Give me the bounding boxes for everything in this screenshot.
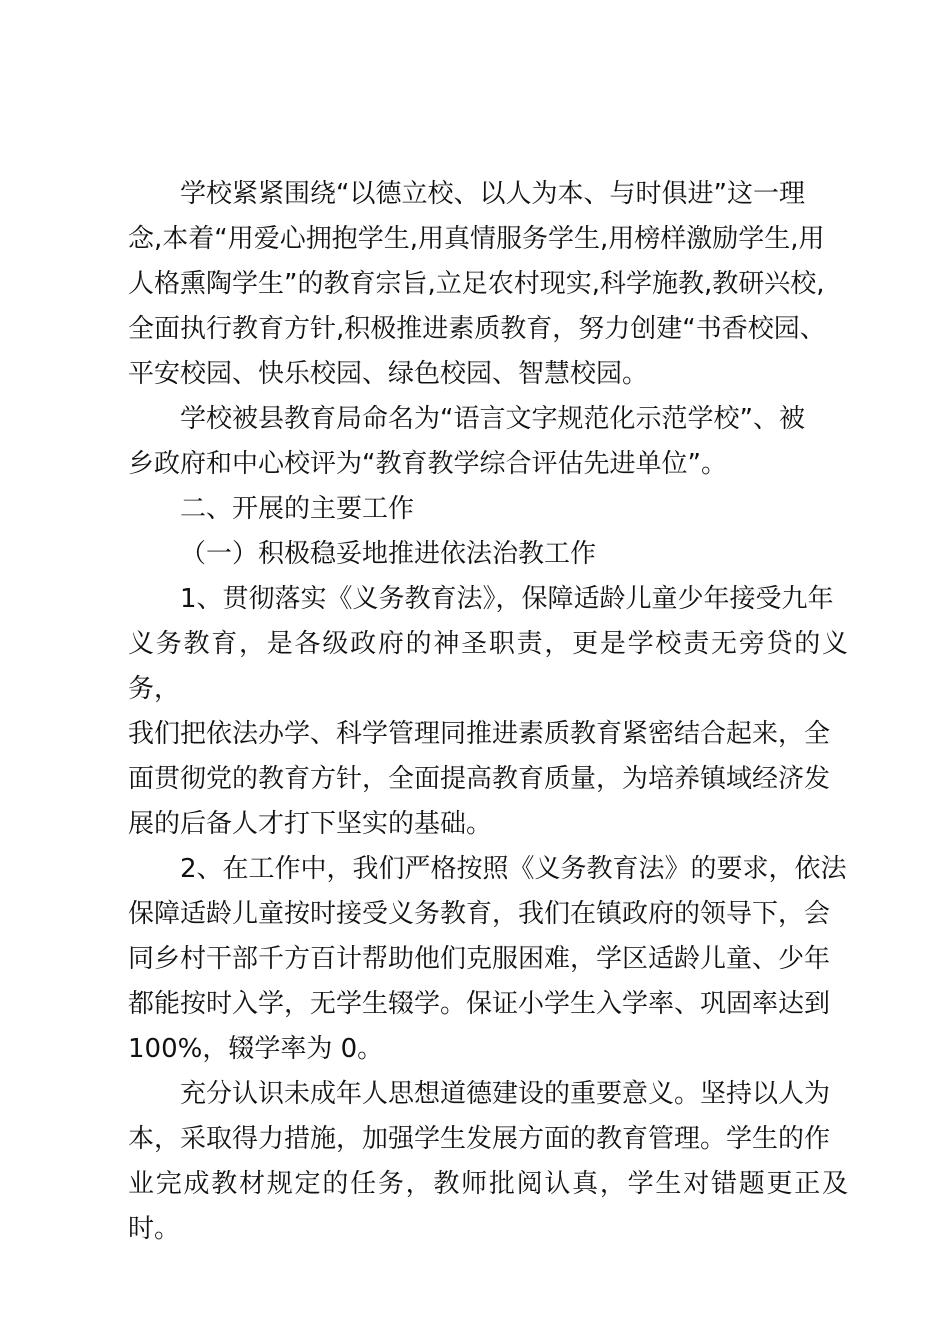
document-body	[128, 172, 848, 1252]
section-heading-main-work: 二、开展的主要工作	[180, 494, 415, 524]
paragraph-item-1: 1、贯彻落实《义务教育法》，保障适龄儿童少年接受九年 义务教育，是各级政府的神圣职责，更是学校责无旁贷的义务， 我们把依法办学、科学管理同推进素质教育紧密结合起来，全 面贯彻党的教育方针，全面提高教育质量，为培养镇域经济发 展的后备人才打下坚实的基础。	[128, 584, 848, 839]
subsection-heading-law-education: （一）积极稳妥地推进依法治教工作	[180, 539, 597, 569]
paragraph-item-2: 2、在工作中，我们严格按照《义务教育法》的要求，依法 保障适龄儿童按时接受义务教育，我们在镇政府的领导下，会 同乡村干部千方百计帮助他们克服困难，学区适龄儿童、少年 都能按时入学，无学生辍学。保证小学生入学率、巩固率达到 100%，辍学率为 0。	[128, 854, 847, 1064]
paragraph-school-philosophy: 学校紧紧围绕“以德立校、以人为本、与时俱进”这一理 念,本着“用爱心拥抱学生,用真情服务学生,用榜样激励学生,用 人格熏陶学生”的教育宗旨,立足农村现实,科学施教,教研兴校, 全面执行教育方针,积极推进素质教育，努力创建“书香校园、 平安校园、快乐校园、绿色校园、智慧校园。	[128, 179, 826, 389]
paragraph-moral-education: 充分认识未成年人思想道德建设的重要意义。坚持以人为 本，采取得力措施，加强学生发展方面的教育管理。学生的作 业完成教材规定的任务，教师批阅认真，学生对错题更正及时。	[128, 1079, 848, 1244]
paragraph-school-honors: 学校被县教育局命名为“语言文字规范化示范学校”、被 乡政府和中心校评为“教育教学综合评估先进单位”。	[128, 404, 805, 479]
